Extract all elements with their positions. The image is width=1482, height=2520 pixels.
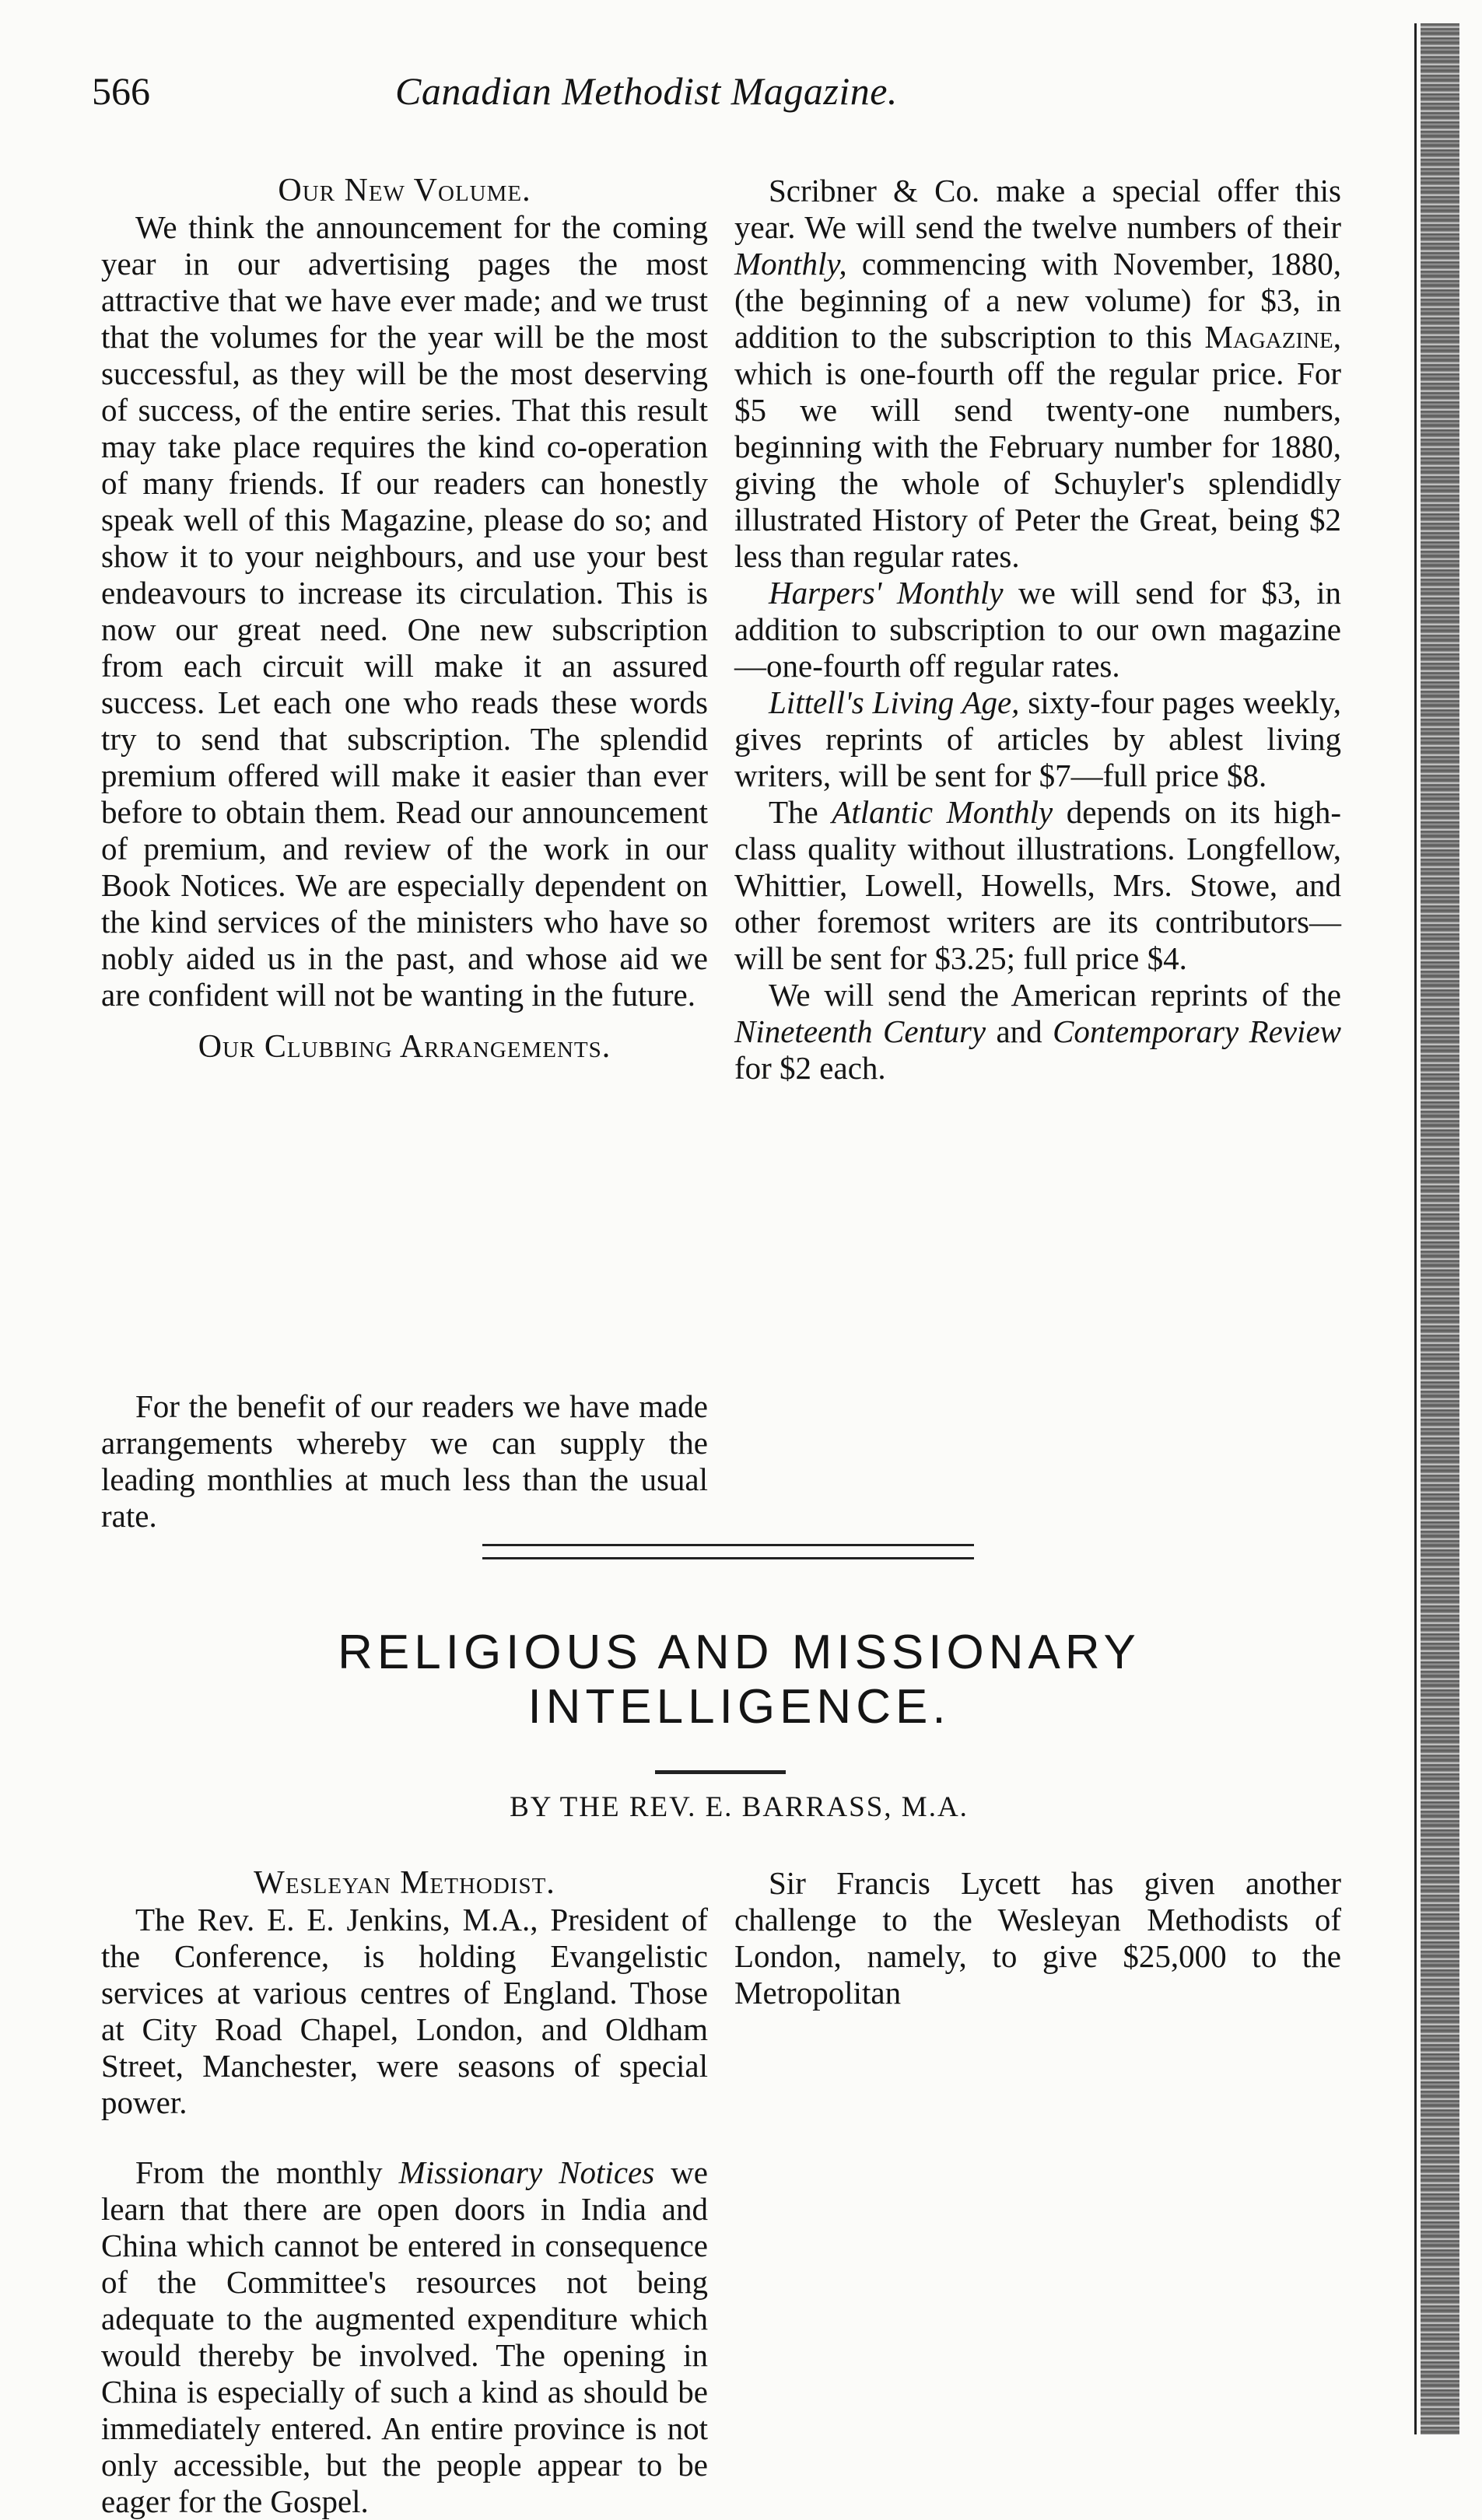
lower-left-column: [101, 1865, 708, 2121]
reprints-text-a: We will send the American reprints of the: [769, 977, 1341, 1013]
scribner-text-c: , which is one-fourth off the regular price. For $5 we will send twenty-one numbers, beginning with the February number for 1880, giving the whole of Schuyler's splendidly illustrated History of Peter the Great, being $2 less than regular rates.: [734, 319, 1341, 574]
upper-right-column: [734, 173, 1341, 1087]
lower-right-column: [734, 1865, 1341, 2011]
harpers-monthly-title: Harpers' Monthly: [769, 575, 1004, 611]
page-number: 566: [92, 69, 150, 113]
missionary-text-b: we learn that there are open doors in India and China which cannot be entered in consequence of the Committee's resources not being adequate to the augmented expenditure which would thereby be involved. The opening in China is especially of such a kind as should be immediately entered. An entire province is not only accessible, but the people appear to be eager for the Gospel.: [101, 2154, 708, 2519]
harpers-text: we will send for $3, in addition to subscription to our own magazine—one-fourth off regular rates.: [734, 575, 1341, 684]
littell-text: sixty-four pages weekly, gives reprints of articles by ablest living writers, will be sent for $7—full price $8.: [734, 684, 1341, 793]
our-new-volume-paragraph: [101, 209, 708, 1013]
our-new-volume-heading: Our New Volume.: [278, 173, 531, 208]
clubbing-arrangements-heading: Our Clubbing Arrangements.: [198, 1029, 611, 1065]
clubbing-intro-text: For the benefit of our readers we have made arrangements whereby we can supply the leading monthlies at much less than the usual rate.: [101, 1388, 708, 1534]
wesleyan-paragraph-2: [101, 2154, 708, 2520]
missionary-notices-title: Missionary Notices: [398, 2154, 655, 2190]
reprints-text-c: for $2 each.: [734, 1050, 886, 1086]
scanned-page-edge: [1421, 23, 1459, 2434]
byline: BY THE REV. E. BARRASS, M.A.: [510, 1791, 969, 1823]
clubbing-paragraph-atlantic: [734, 794, 1341, 977]
clubbing-paragraph-intro: [101, 1388, 708, 1535]
magazine-name: Magazine: [1204, 319, 1333, 355]
atlantic-text-b: depends on its high-class quality without illustrations. Longfellow, Whittier, Lowell, Howells, Mrs. Stowe, and other foremost writers are its contributors—will be sent for $3.25; full price $4.: [734, 794, 1341, 976]
scribner-text-b: commencing with November, 1880, (the beginning of a new volume) for $3, in addition to the subscription to this: [734, 246, 1341, 355]
missionary-notices-column: [101, 2154, 708, 2520]
atlantic-text-a: The: [769, 794, 832, 830]
wesleyan-text-1: The Rev. E. E. Jenkins, M.A., President of the Conference, is holding Evangelistic services at various centres of England. Those at City Road Chapel, London, and Oldham Street, Manchester, were seasons of special power.: [101, 1902, 708, 2120]
wesleyan-paragraph-3: [734, 1865, 1341, 2011]
our-new-volume-text: We think the announcement for the coming year in our advertising pages the most attractive that we have ever made; and we trust that the volumes for the year will be the most successful, as they will be the most deserving of success, of the entire series. That this result may take place requires the kind co-operation of many friends. If our readers can honestly speak well of this Magazine, please do so; and show it to your neighbours, and use your best endeavours to increase its circulation. This is now our great need. One new subscription from each circuit will make it an assured success. Let each one who reads these words try to send that subscription. The splendid premium offered will make it easier than ever before to obtain them. Read our announcement of premium, and review of the work in our Book Notices. We are especially dependent on the kind services of the ministers who have so nobly aided us in the past, and whose aid we are confident will not be wanting in the future.: [101, 209, 708, 1013]
scribner-monthly-title: Monthly,: [734, 246, 847, 282]
clubbing-paragraph-littell: [734, 684, 1341, 794]
running-title: Canadian Methodist Magazine.: [395, 69, 898, 113]
wesleyan-text-3: Sir Francis Lycett has given another challenge to the Wesleyan Methodists of London, namely, to give $25,000 to the Metropolitan: [734, 1865, 1341, 2011]
wesleyan-paragraph-1: [101, 1902, 708, 2121]
wesleyan-methodist-heading: Wesleyan Methodist.: [254, 1865, 555, 1901]
littells-living-age-title: Littell's Living Age,: [769, 684, 1020, 720]
clubbing-paragraph-scribner: [734, 173, 1341, 575]
section-title: [117, 1626, 1361, 1734]
title-rule: [655, 1770, 786, 1774]
clubbing-paragraph-reprints: [734, 977, 1341, 1087]
scribner-text-a: Scribner & Co. make a special offer this year. We will send the twelve numbers of their: [734, 173, 1341, 245]
section-title-line-1: RELIGIOUS AND MISSIONARY: [338, 1626, 1140, 1679]
atlantic-monthly-title: Atlantic Monthly: [832, 794, 1053, 830]
reprints-text-b: and: [986, 1013, 1053, 1049]
section-title-line-2: INTELLIGENCE.: [527, 1680, 951, 1734]
section-divider: [482, 1544, 974, 1559]
missionary-text-a: From the monthly: [135, 2154, 399, 2190]
clubbing-intro-column: [101, 1388, 708, 1535]
nineteenth-century-title: Nineteenth Century: [734, 1013, 986, 1049]
page-edge-line: [1414, 23, 1417, 2434]
clubbing-paragraph-harpers: [734, 575, 1341, 684]
upper-left-column: [101, 173, 708, 1066]
contemporary-review-title: Contemporary Review: [1053, 1013, 1341, 1049]
page-header: [92, 68, 1337, 138]
